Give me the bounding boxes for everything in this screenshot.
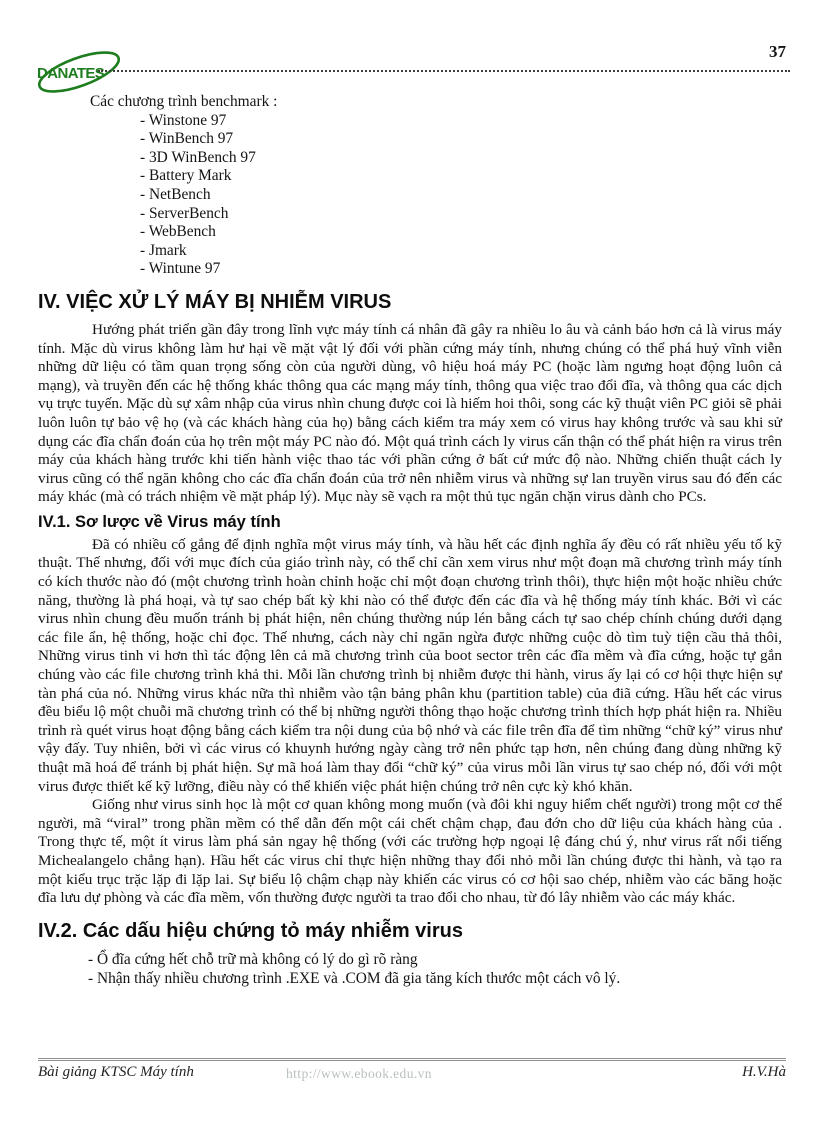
section-4-1-paragraph-2: Giống như virus sinh học là một cơ quan không mong muốn (và đôi khi nguy hiểm chết người) trong một cơ thể người, mã “viral” trong phần mềm có thể dẫn đến một cái chết chậm chạp, đau đớn cho dữ liệu của khách hàng của . Trong thực tế, một ít virus làm phá sản ngay hệ thống (với các trường hợp ngoại lệ đáng chú ý, như virus rất nổi tiếng Michealangelo chẳng hạn). Hầu hết các virus chỉ thực hiện những thay đổi nhỏ mỗi lần chúng được thi hành, và tạo ra một kiểu trục trặc lặp đi lặp lai. Sự biểu lộ chậm chạp này khiến các virus có cơ hội sao chép, nhiễm vào các băng hoặc đĩa lưu dự phòng và các đĩa mềm, vốn thường được người ta trao đổi cho nhau, từ đó lây nhiễm vào các máy khác. xyxy=(38,796,782,907)
list-item: - 3D WinBench 97 xyxy=(140,148,256,166)
page-number: 37 xyxy=(769,42,786,61)
section-4-2-heading: IV.2. Các dấu hiệu chứng tỏ máy nhiễm virus xyxy=(38,919,463,942)
footer-author: H.V.Hà xyxy=(742,1064,786,1080)
list-item: - Winstone 97 xyxy=(140,111,227,129)
list-item: - WinBench 97 xyxy=(140,130,234,148)
list-item: - WebBench xyxy=(140,223,216,241)
list-item: - Battery Mark xyxy=(140,167,232,185)
footer-course-title: Bài giảng KTSC Máy tính xyxy=(38,1064,194,1080)
benchmark-lead: Các chương trình benchmark : xyxy=(90,93,278,110)
list-item: - ServerBench xyxy=(140,204,229,222)
benchmark-list xyxy=(38,112,782,279)
list-item: - NetBench xyxy=(140,185,211,203)
logo-text: DANATES xyxy=(37,65,105,82)
section-4-heading: IV. VIỆC XỬ LÝ MÁY BỊ NHIỄM VIRUS xyxy=(38,290,392,313)
section-4-1-heading: IV.1. Sơ lược về Virus máy tính xyxy=(38,512,281,531)
header-rule xyxy=(98,70,790,72)
footer-watermark-url: http://www.ebook.edu.vn xyxy=(286,1066,432,1081)
list-item: - Nhận thấy nhiều chương trình .EXE và .COM đã gia tăng kích thước một cách vô lý. xyxy=(88,969,621,987)
section-4-1-paragraph-1: Đã có nhiều cố gắng để định nghĩa một virus máy tính, và hầu hết các định nghĩa ấy đều có rất nhiều yếu tố kỹ thuật. Thế nhưng, đối với mục đích của giáo trình này, có thể chỉ cần xem virus như một đoạn mã chương trình máy tính có kích thước nào đó (một chương trình hoàn chỉnh hoặc chỉ một đoạn chương trình thôi), thực hiện một hoặc nhiều chức năng, thường là phá hoại, và tự sao chép bất kỳ khi nào có thể được đến các đĩa và hệ thống máy tính khác. Bởi vì các virus nhìn chung đều muốn tránh bị phát hiện, nên chúng thường núp lén bằng cách tự sao chép chính chúng dưới dạng các file ẩn, hệ thống, hoặc chỉ đọc. Thế nhưng, cách này chỉ ngăn ngừa được những cuộc dò tìm tuỳ tiện cầu thả thôi, Những virus tinh vi hơn thì tác động lên cả mã chương trình của boot sector trên các đĩa mềm và đĩa cứng, hoặc tự gắn chúng vào các file chương trình khả thi. Mỗi lần chương trình bị nhiễm được thi hành, virus ấy lại có cơ hội thực hiện sự tàn phá của nó. Những virus khác nữa thì nhiễm vào tận bảng phân khu (partition table) của điã cứng. Hầu hết các virus đều biểu lộ một chuỗi mã chương trình có thể bị những người thông thạo hoặc chương trình thích hợp phát hiện ra. Nhiều trình rà quét virus hoạt động bằng cách kiểm tra nội dung của bộ nhớ và các file trên đĩa để tìm những “chữ ký” virus như vậy đấy. Tuy nhiên, bởi vì các virus có khuynh hướng ngày càng trở nên phức tạp hơn, nên chúng đang dùng những kỹ thuật mã hoá để tránh bị phát hiện. Sự mã hoá làm thay đổi “chữ ký” của virus mỗi lần virus tự sao chép nó, đối với một virus được thiết kế kỹ lưỡng, điều này có thể khiến việc phát hiện chúng trở nên cực kỳ khó khăn. xyxy=(38,535,782,795)
section-4-paragraph: Hướng phát triển gần đây trong lĩnh vực máy tính cá nhân đã gây ra nhiều lo âu và cảnh báo hơn cả là virus máy tính. Mặc dù virus không làm hư hại về mặt vật lý đối với phần cứng máy tính, nhưng chúng có thể phá huỷ vĩnh viễn những dữ liệu có tầm quan trọng sống còn của người dùng, vô hiệu hoá máy PC (hoặc làm ngưng hoạt động luôn cả mạng), và truyền đến các hệ thống khác thông qua các mạng máy tính, thông qua việc trao đổi đĩa, và thông qua các dịch vụ trực tuyến. Mặc dù sự xâm nhập của virus nhìn chung được coi là hiếm hoi thôi, song các kỹ thuật viên PC giỏi sẽ phải luôn luôn tự bảo vệ họ (và các khách hàng của họ) bằng cách kiểm tra máy xem có virus hay không trước và sau khi sử dụng các đĩa chẩn đoán của họ trên một máy PC nào đó. Một quá trình cách ly virus cẩn thận có thể phát hiện ra virus trên máy của khách hàng trước khi tiến hành việc thao tác với phần cứng ở bất cứ mức độ nào. Những chiến thuật cách ly virus cũng có thể ngăn không cho các đĩa chẩn đoán của trở nên nhiễm virus và những sự lan truyền virus sau đó đến các máy khác (mà có trách nhiệm về mặt pháp lý). Mục này sẽ vạch ra một thủ tục ngăn chặn virus dành cho PCs. xyxy=(38,320,782,506)
document-content xyxy=(38,93,782,988)
page-footer xyxy=(38,1058,786,1081)
footer-row xyxy=(38,1064,786,1081)
footer-rule xyxy=(38,1058,786,1061)
list-item: - Ổ đĩa cứng hết chỗ trữ mà không có lý do gì rõ ràng xyxy=(88,950,418,968)
list-item: - Jmark xyxy=(140,241,187,259)
list-item: - Wintune 97 xyxy=(140,260,221,278)
